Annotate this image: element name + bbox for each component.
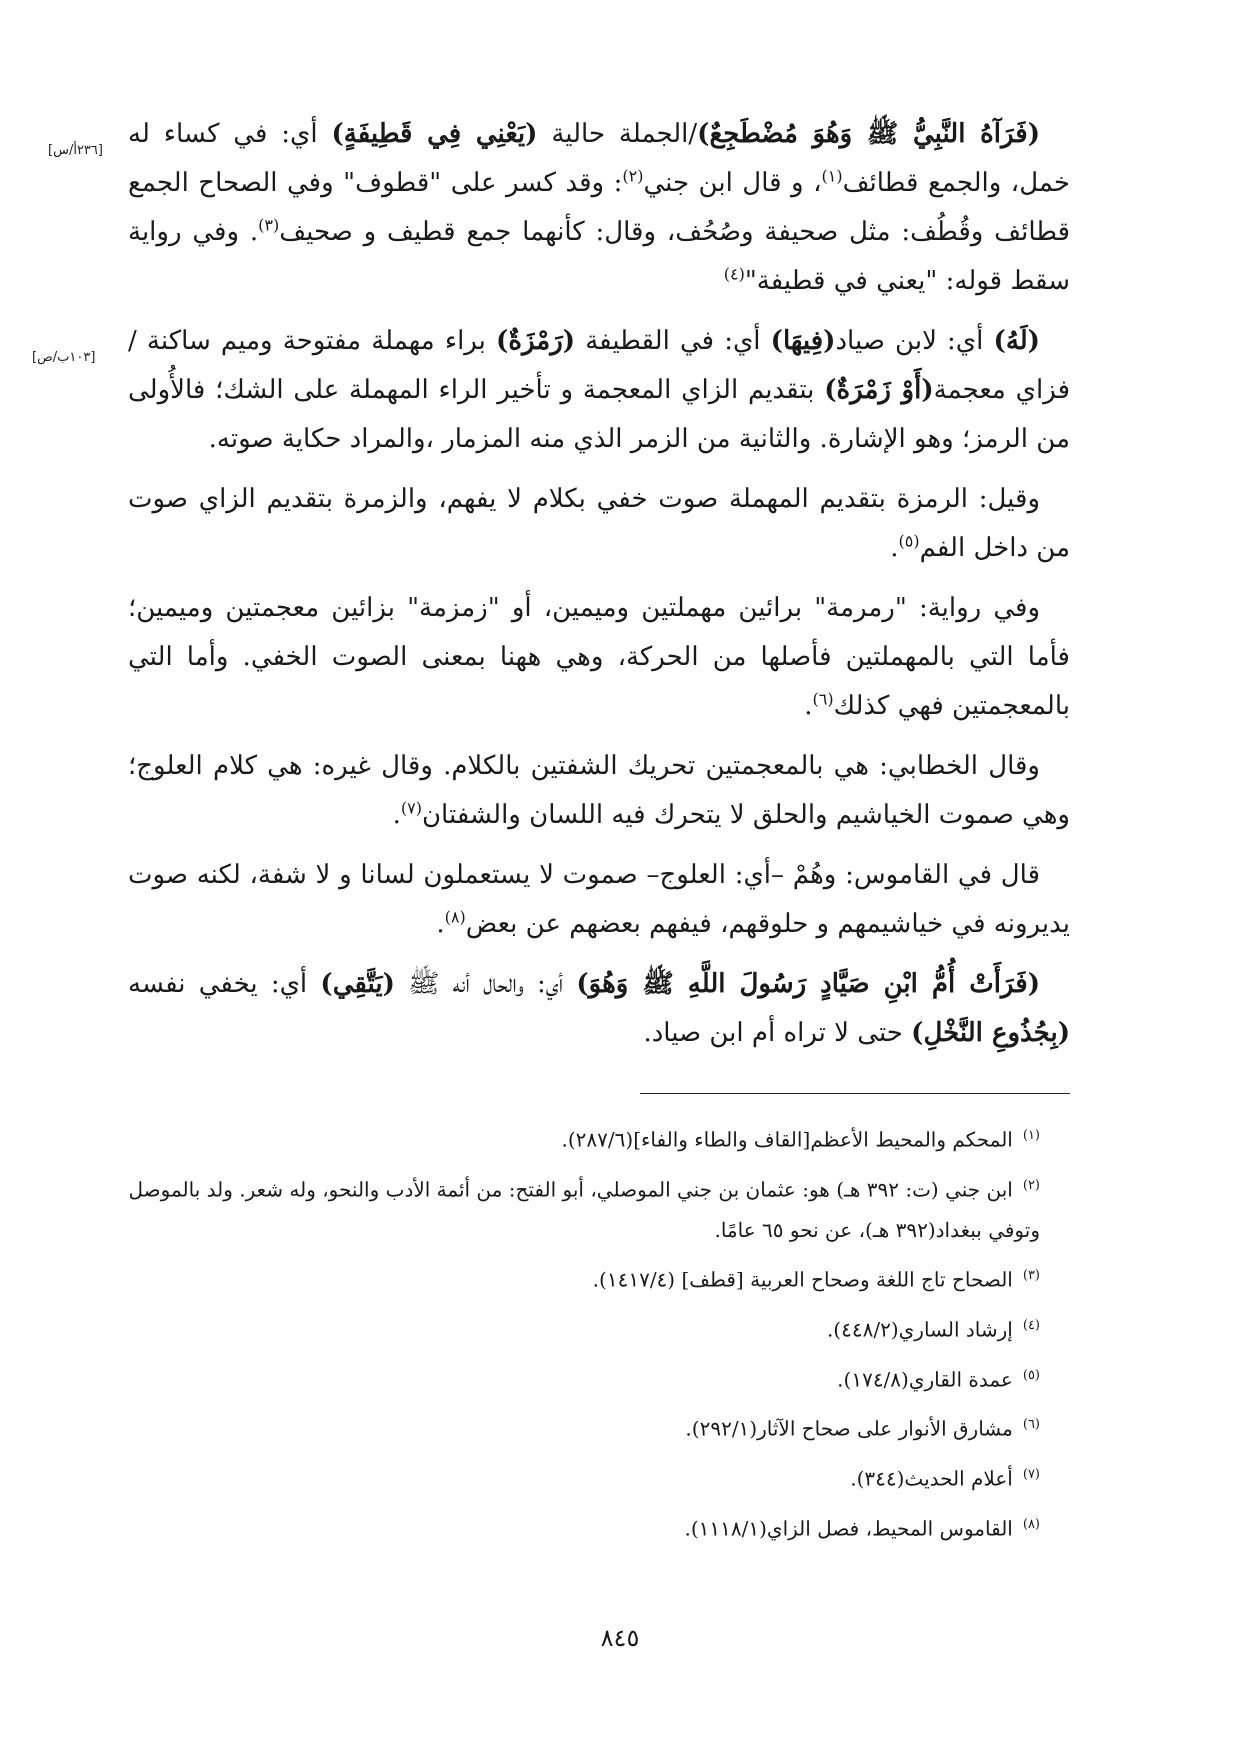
commentary-text: أي: والحال أنه ﷺ [394, 969, 577, 999]
footnote-number: (٤) [1022, 1317, 1040, 1333]
footnote-ref: (٦) [812, 689, 834, 709]
commentary-text: أي: في القطيفة [575, 326, 771, 356]
commentary-text: أي: لابن صياد [835, 326, 994, 356]
paragraph-7 [128, 960, 1070, 1058]
commentary-text: بتقديم الزاي المعجمة و تأخير الراء المهملة على الشك؛ فالأُولى من الرمز؛ وهو الإشارة. والثانية من الزمر الذي منه المزمار ،والمراد حكاية صوته. [128, 375, 1070, 454]
paragraph-5 [128, 742, 1070, 840]
commentary-text: براء مهملة مفتوحة وميم ساكنة / فزاي معجمة [128, 326, 1070, 405]
footnote-item [128, 1165, 1070, 1252]
paragraph-4 [128, 584, 1070, 731]
footnote-ref: (٢) [622, 166, 644, 186]
hadith-quote: (بِجُذُوعِ النَّخْلِ) [911, 1018, 1070, 1048]
footnote-number: (٥) [1022, 1367, 1040, 1383]
paragraph-1 [128, 110, 1070, 306]
commentary-text: : وقد كسر على "قطوف" وفي الصحاح الجمع قطائف وقُطُف: مثل صحيفة وصُحُف، وقال: كأنهما جمع قطيف و صحيف [128, 168, 1071, 247]
footnote-text: عمدة القاري(١٧٤/٨). [837, 1367, 1013, 1392]
footnote-number: (٢) [1022, 1177, 1040, 1193]
margin-note-folio-1: [٢٣٦أ/س] [48, 143, 103, 158]
footnote-number: (٦) [1022, 1417, 1040, 1433]
main-text [128, 110, 1070, 1069]
paragraph-3 [128, 475, 1070, 573]
hadith-quote: (فِيهَا) [770, 326, 836, 356]
paragraph-2 [128, 317, 1070, 464]
footnote-ref: (١) [821, 166, 843, 186]
footnote-number: (٨) [1022, 1516, 1040, 1532]
footnote-text: الصحاح تاج اللغة وصحاح العربية [قطف] (١٤١٧/٤). [592, 1267, 1013, 1292]
footnote-ref: (٨) [444, 907, 466, 927]
footnote-item [128, 1305, 1070, 1351]
footnote-number: (١) [1022, 1128, 1040, 1143]
commentary-text: . [436, 909, 445, 939]
footnote-text: ابن جني (ت: ٣٩٢ هـ) هو: عثمان بن جني الموصلي، أبو الفتح: من أئمة الأدب والنحو، وله شعر. ولد بالموصل وتوفي ببغداد(٣٩٢ هـ)، عن نحو ٦٥ عامًا. [128, 1177, 1040, 1243]
footnote-number: (٣) [1022, 1268, 1040, 1284]
commentary-text: . [890, 533, 899, 563]
commentary-text: . [804, 691, 813, 721]
commentary-text: . وفي رواية سقط قوله: "يعني في قطيفة" [128, 217, 1070, 296]
commentary-text: وقيل: الرمزة بتقديم المهملة صوت خفي بكلام لا يفهم، والزمرة بتقديم الزاي صوت من داخل الفم [128, 484, 1070, 563]
commentary-text: قال في القاموس: وهُمْ –أي: العلوج– صموت لا يستعملون لسانا و لا شفة، لكنه صوت يديرونه في خياشيمهم و حلوقهم، فيفهم بعضهم عن بعض [128, 860, 1070, 939]
footnote-text: أعلام الحديث(٣٤٤). [850, 1466, 1013, 1491]
footnote-divider [640, 1093, 1070, 1094]
hadith-quote: (يَعْنِي فِي قَطِيفَةٍ) [331, 119, 538, 149]
hadith-quote: (يَتَّقِي) [320, 969, 395, 999]
page-number: ٨٤٥ [600, 1624, 640, 1652]
footnote-ref: (٤) [723, 264, 745, 284]
footnote-text: القاموس المحيط، فصل الزاي(١١١٨/١). [684, 1516, 1013, 1541]
hadith-quote: (أَوْ زَمْرَةٌ) [824, 375, 934, 405]
footnote-item [128, 1115, 1070, 1161]
hadith-quote: (رَمْزَةٌ) [496, 326, 576, 356]
footnote-ref: (٣) [258, 215, 280, 235]
footnote-text: إرشاد الساري(٤٤٨/٢). [826, 1317, 1013, 1342]
footnote-item [128, 1504, 1070, 1550]
footnote-number: (٧) [1022, 1466, 1040, 1482]
commentary-text: . [392, 800, 401, 830]
commentary-text: أي: في كساء له خمل، والجمع قطائف [128, 119, 1070, 198]
footnote-item [128, 1404, 1070, 1450]
commentary-text: /الجملة حالية [537, 119, 698, 149]
footnote-text: مشارق الأنوار على صحاح الآثار(٢٩٢/١). [685, 1416, 1013, 1441]
footnote-item [128, 1255, 1070, 1301]
margin-note-folio-2: [١٠٣ب/ص] [32, 350, 96, 365]
footnote-text: المحكم والمحيط الأعظم[القاف والطاء والفاء](٢٨٧/٦). [561, 1127, 1013, 1152]
footnote-ref: (٥) [898, 531, 920, 551]
footnote-item [128, 1355, 1070, 1401]
hadith-quote: (لَهُ) [993, 326, 1040, 356]
commentary-text: وفي رواية: "رمرمة" برائين مهملتين وميمين، أو "زمزمة" بزائين معجمتين وميمين؛ فأما التي بالمهملتين فأصلها من الحركة، وهي ههنا بمعنى الصوت الخفي. وأما التي بالمعجمتين فهي كذلك [128, 593, 1070, 721]
hadith-quote: (فَرَآهُ النَّبِيُّ ﷺ وَهُوَ مُضْطَجِعٌ) [697, 119, 1041, 149]
commentary-text: ، و قال ابن جني [643, 168, 822, 198]
footnote-item [128, 1454, 1070, 1500]
footnote-ref: (٧) [400, 798, 422, 818]
commentary-text: حتى لا تراه أم ابن صياد. [643, 1018, 912, 1048]
commentary-text: وقال الخطابي: هي بالمعجمتين تحريك الشفتين بالكلام. وقال غيره: هي كلام العلوج؛ وهي صموت الخياشيم والحلق لا يتحرك فيه اللسان والشفتان [128, 751, 1070, 830]
paragraph-6 [128, 851, 1070, 949]
commentary-text: أي: يخفي نفسه [128, 969, 321, 999]
hadith-quote: (فَرَأَتْ أُمُّ ابْنِ صَيَّادٍ رَسُولَ اللَّهِ ﷺ وَهُوَ) [576, 969, 1041, 999]
footnotes [128, 1115, 1070, 1553]
